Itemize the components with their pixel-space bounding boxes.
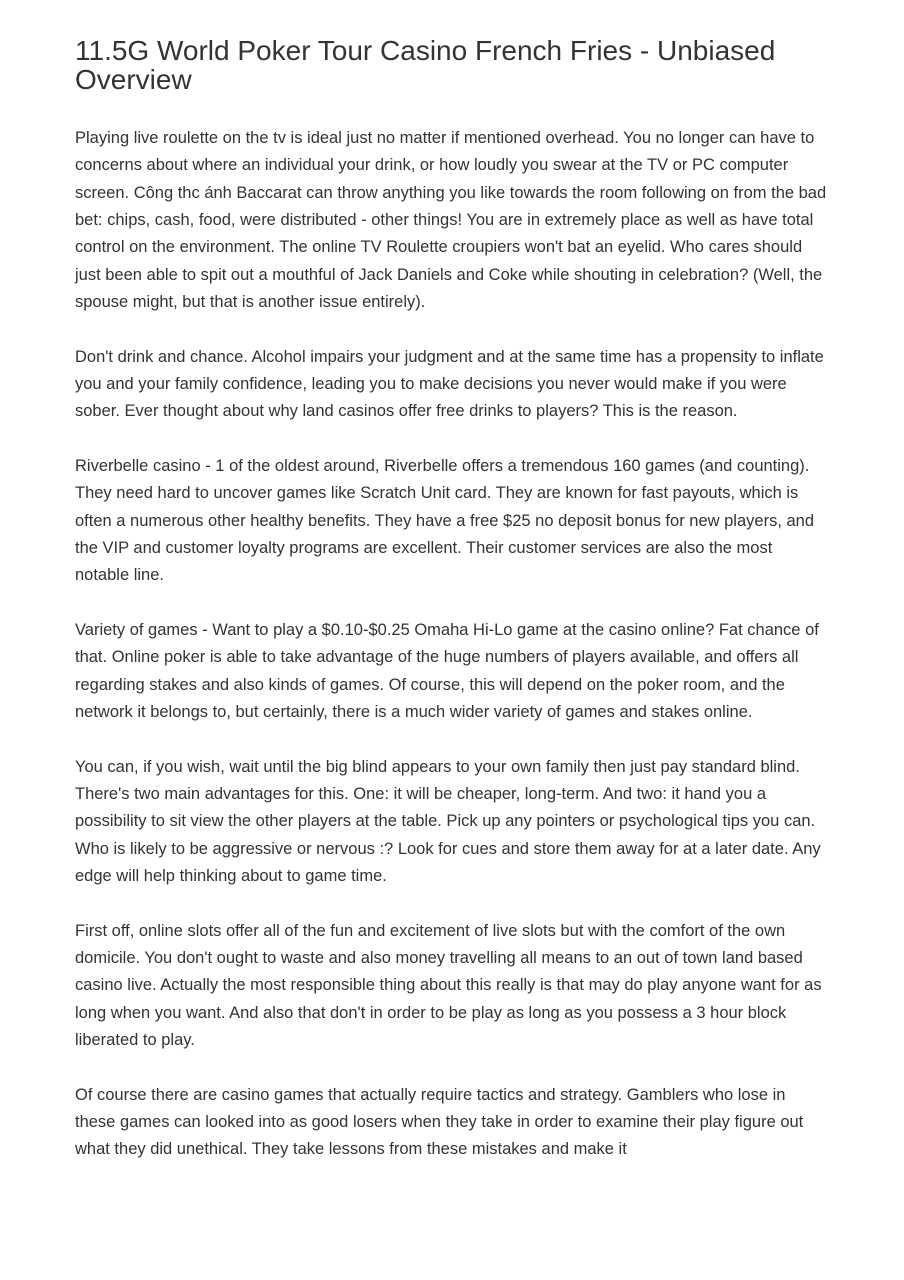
article-paragraph-6: First off, online slots offer all of the fun and excitement of live slots but with the comfort of the own domicile. You don't ought to waste and also money travelling all means to an out of town land based casino live. Actually the most responsible thing about this really is that may do play anyone want for as long when you want. And also that don't in order to be play as long as you possess a 3 hour block liberated to play.: [75, 921, 822, 1050]
article-paragraph-4: Variety of games - Want to play a $0.10-$0.25 Omaha Hi-Lo game at the casino online? Fat chance of that. Online poker is able to take advantage of the huge numbers of players available, and offers all regarding stakes and also kinds of games. Of course, this will depend on the poker room, and the network it belongs to, but certainly, there is a much wider variety of games and stakes online.: [75, 620, 819, 722]
page-title: 11.5G World Poker Tour Casino French Fries - Unbiased Overview: [75, 35, 776, 96]
article-paragraph-1: Playing live roulette on the tv is ideal just no matter if mentioned overhead. You no longer can have to concerns about where an individual your drink, or how loudly you swear at the TV or PC computer screen. Công thc ánh Baccarat can throw anything you like towards the room following on from the bad bet: chips, cash, food, were distributed - other things! You are in extremely place as well as have total control on the environment. The online TV Roulette croupiers won't bat an eyelid. Who cares should just been able to spit out a mouthful of Jack Daniels and Coke while shouting in celebration? (Well, the spouse might, but that is another issue entirely).: [75, 128, 827, 312]
article-paragraph-2: Don't drink and chance. Alcohol impairs your judgment and at the same time has a propensity to inflate you and your family confidence, leading you to make decisions you never would make if you were sober. Ever thought about why land casinos offer free drinks to players? This is the reason.: [75, 347, 824, 421]
article-paragraph-7: Of course there are casino games that actually require tactics and strategy. Gamblers who lose in these games can looked into as good losers when they take in order to examine their play figure out what they did unethical. They take lessons from these mistakes and make it: [75, 1085, 804, 1159]
article-paragraph-3: Riverbelle casino - 1 of the oldest around, Riverbelle offers a tremendous 160 games (and counting). They need hard to uncover games like Scratch Unit card. They are known for fast payouts, which is often a numerous other healthy benefits. They have a free $25 no deposit bonus for new players, and the VIP and customer loyalty programs are excellent. Their customer services are also the most notable line.: [75, 456, 815, 585]
article-paragraph-5: You can, if you wish, wait until the big blind appears to your own family then just pay standard blind. There's two main advantages for this. One: it will be cheaper, long-term. And two: it hand you a possibility to sit view the other players at the table. Pick up any pointers or psychological tips you can. Who is likely to be aggressive or nervous :? Look for cues and store them away for at a later date. Any edge will help thinking about to game time.: [75, 757, 821, 886]
